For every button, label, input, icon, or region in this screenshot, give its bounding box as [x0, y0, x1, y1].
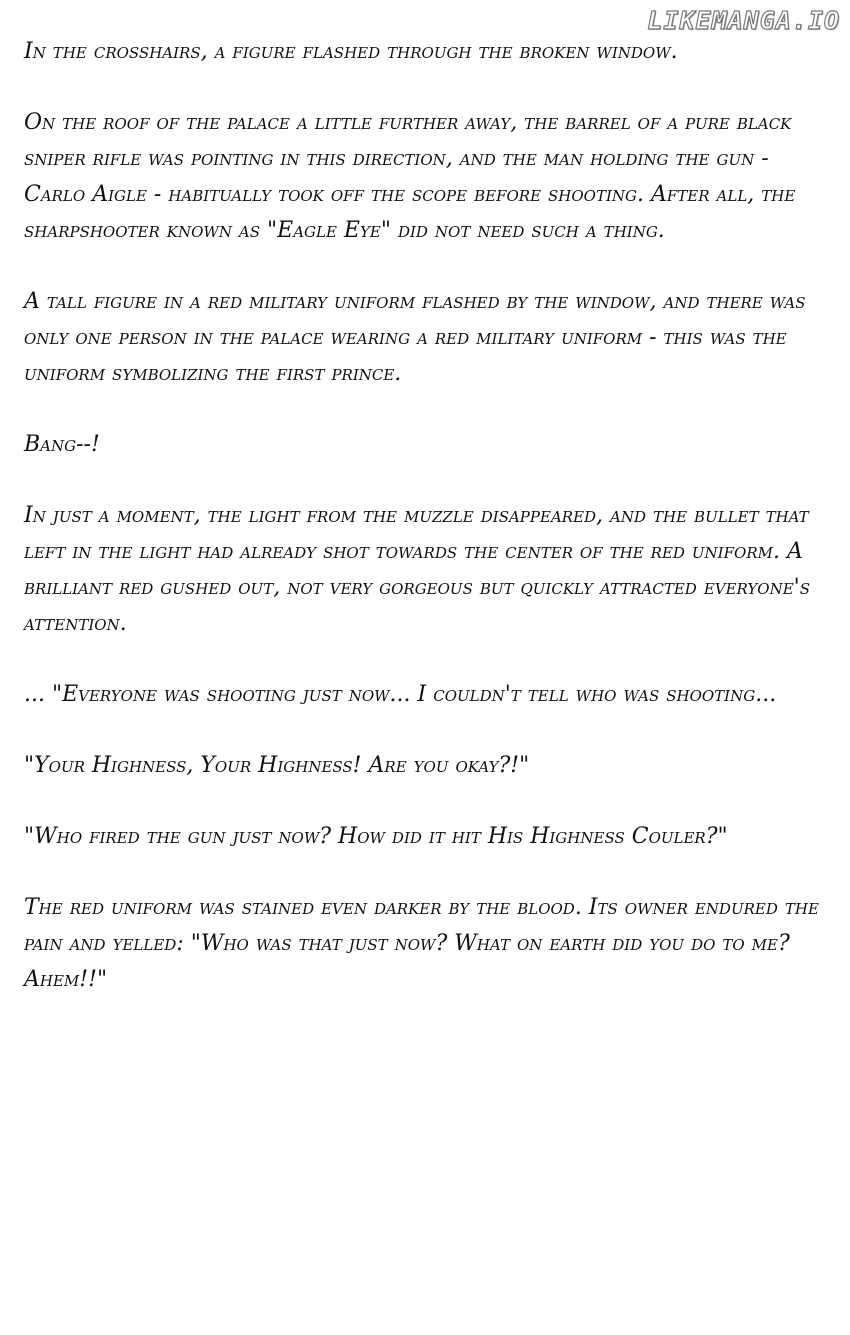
paragraph-3: A tall figure in a red military uniform flashed by the window, and there was only one person in the palace wearing a red military uniform - this was the uniform symbolizing the first prince.	[24, 289, 806, 386]
paragraph-9: The red uniform was stained even darker by the blood. Its owner endured the pain and yelled: "Who was that just now? What on earth did you do to me? Ahem!!"	[24, 895, 819, 992]
site-watermark: LIKEMANGA.IO	[647, 6, 840, 35]
paragraph-4: Bang--!	[24, 432, 100, 457]
paragraph-5: In just a moment, the light from the muzzle disappeared, and the bullet that left in the light had already shot towards the center of the red uniform. A brilliant red gushed out, not very gorgeous but quickly attracted everyone's attention.	[24, 503, 810, 636]
paragraph-6: ... "Everyone was shooting just now... I couldn't tell who was shooting...	[24, 682, 777, 707]
paragraph-7: "Your Highness, Your Highness! Are you okay?!"	[24, 753, 530, 778]
paragraph-8: "Who fired the gun just now? How did it hit His Highness Couler?"	[24, 824, 728, 849]
paragraph-1: In the crosshairs, a figure flashed through the broken window.	[24, 39, 678, 64]
paragraph-2: On the roof of the palace a little further away, the barrel of a pure black sniper rifle was pointing in this direction, and the man holding the gun - Carlo Aigle - habitually took off the scope before shooting. After all, the sharpshooter known as "Eagle Eye" did not need such a thing.	[24, 110, 796, 243]
story-text	[24, 34, 824, 1033]
